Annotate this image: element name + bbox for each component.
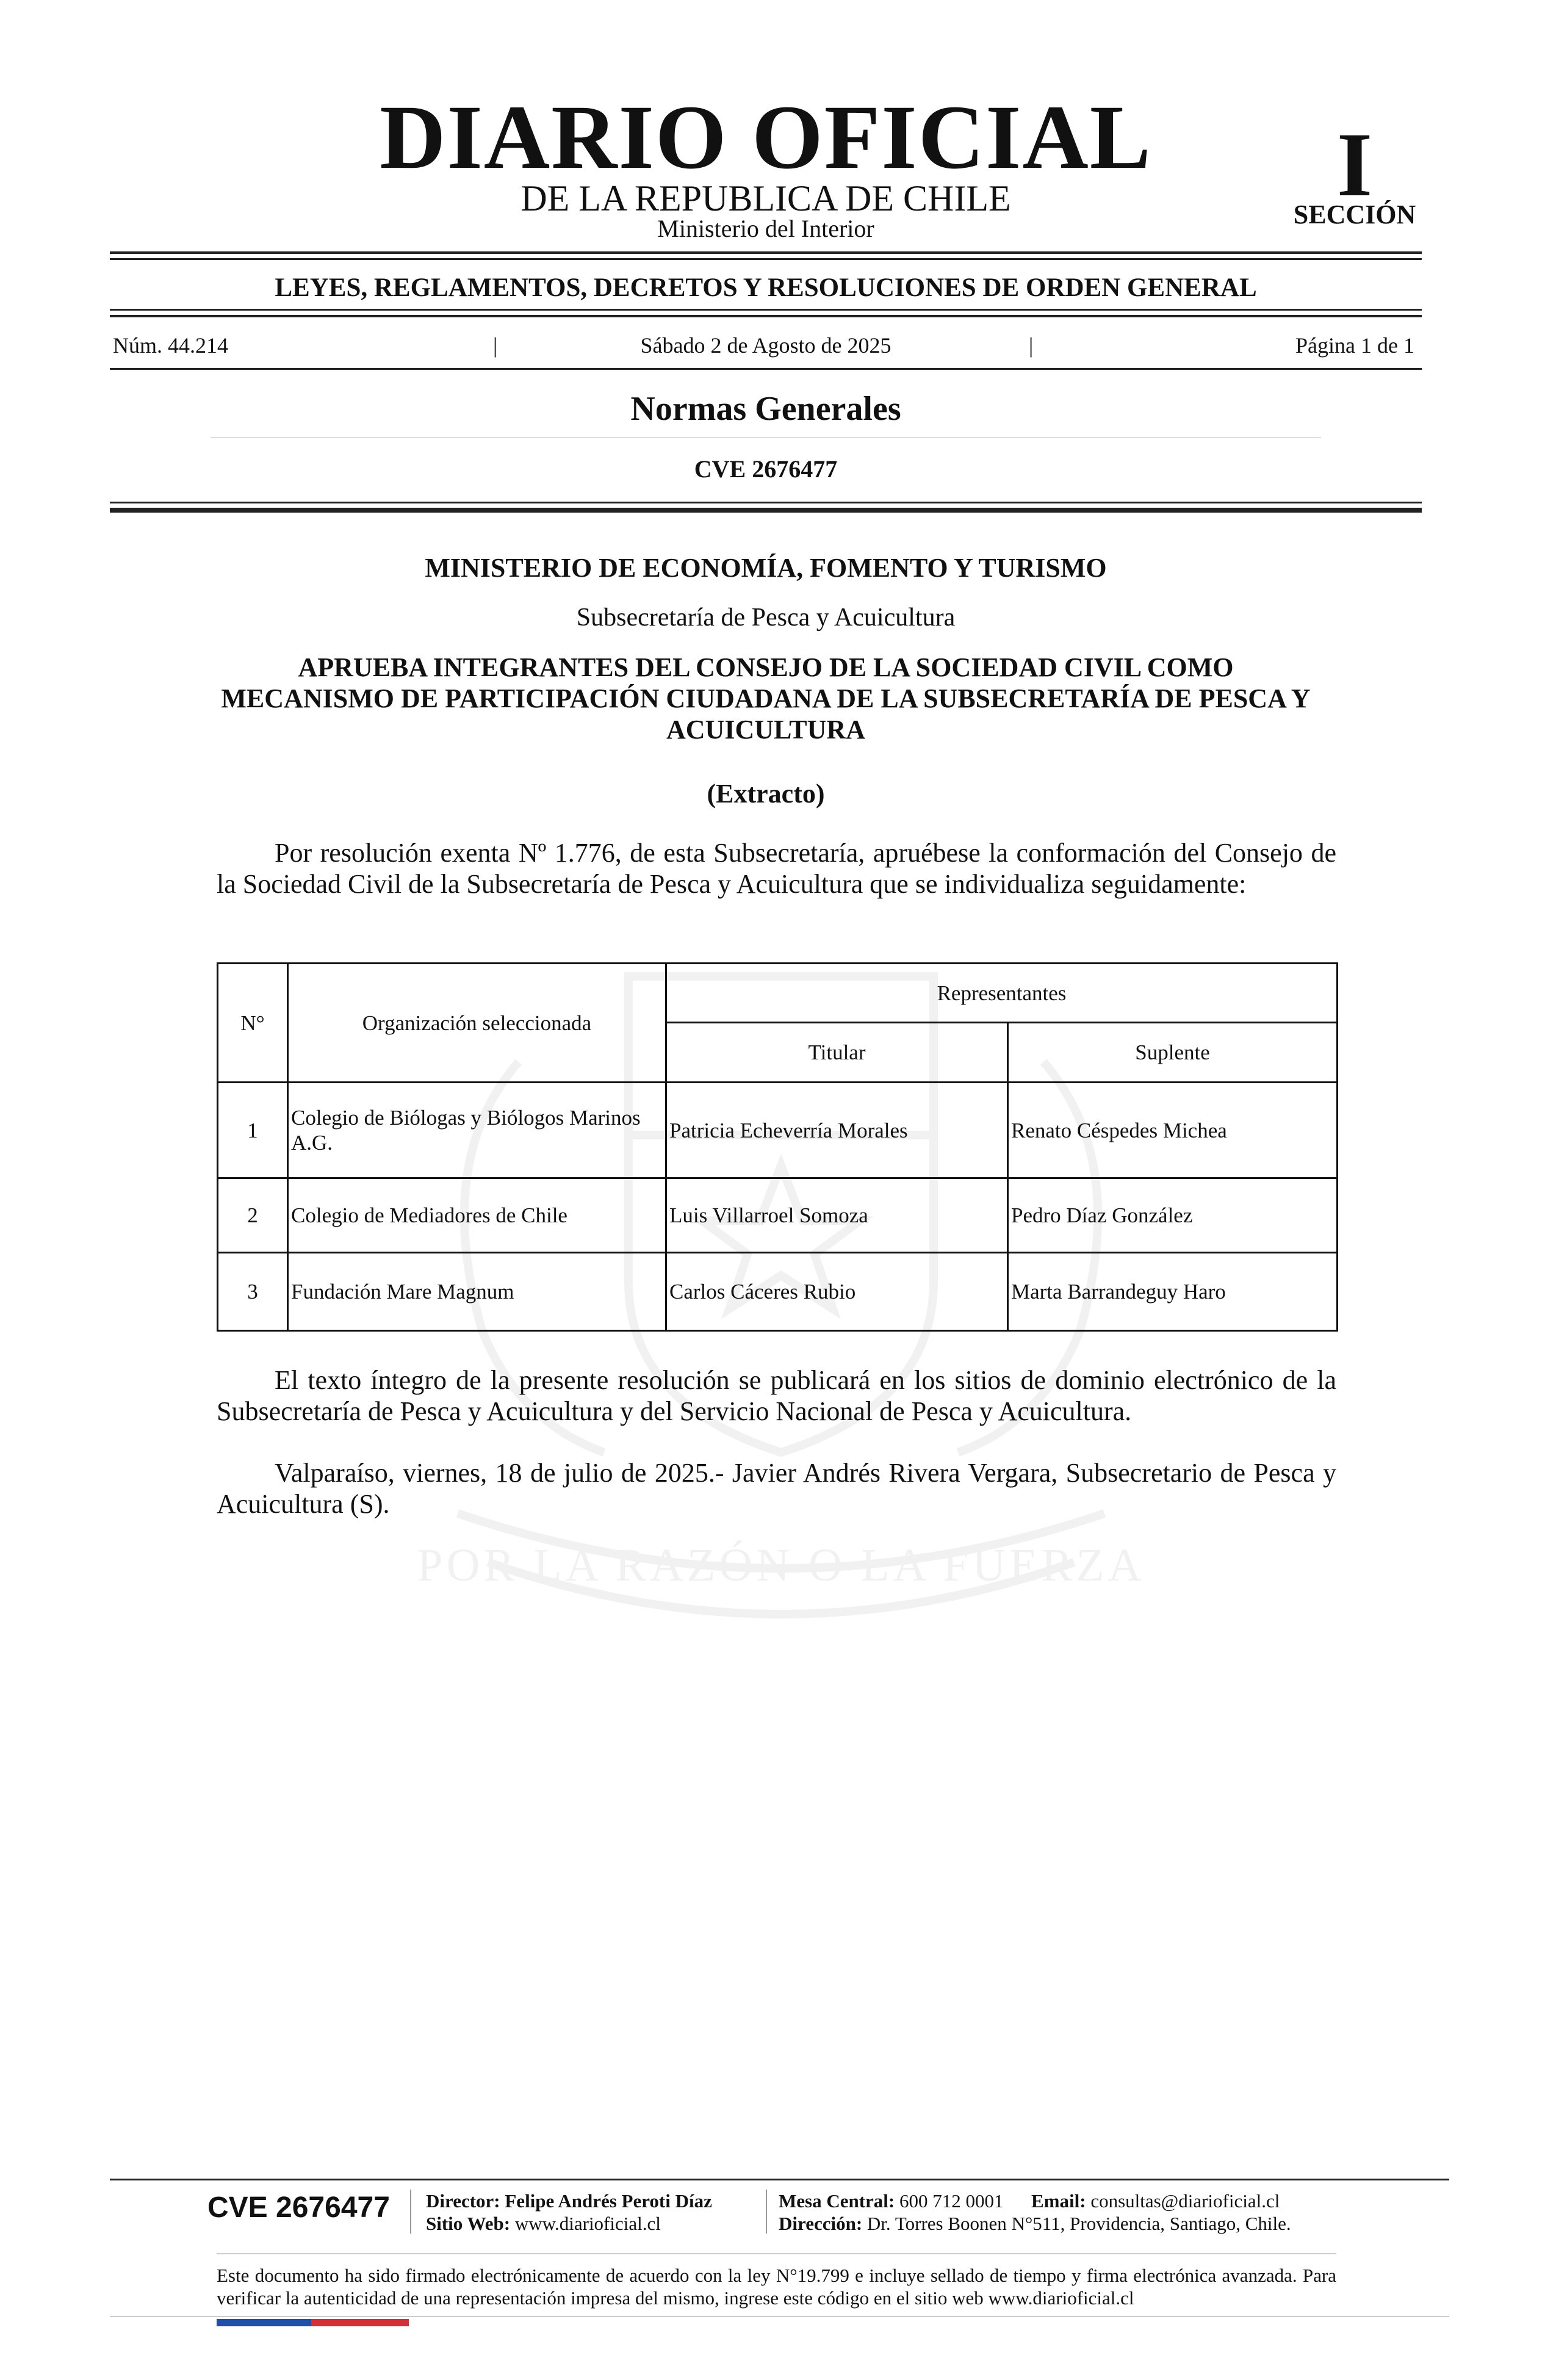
council-table xyxy=(217,962,1338,1332)
divider xyxy=(110,502,1422,503)
flag-stripe-red xyxy=(311,2319,409,2326)
section-number: I xyxy=(1336,114,1373,215)
footer-website xyxy=(426,2212,661,2235)
row-organization: Fundación Mare Magnum xyxy=(288,1253,666,1331)
row-suplente: Marta Barrandeguy Haro xyxy=(1008,1253,1338,1331)
footer-bottom-divider xyxy=(110,2316,1449,2317)
phone-number: 600 712 0001 xyxy=(899,2190,1004,2212)
masthead-title: DIARIO OFICIAL xyxy=(380,87,1152,188)
footer-divider xyxy=(110,2179,1449,2180)
section-label: SECCIÓN xyxy=(1293,200,1416,229)
address-text: Dr. Torres Boonen N°511, Providencia, Santiago, Chile. xyxy=(866,2213,1291,2234)
law-line: LEYES, REGLAMENTOS, DECRETOS Y RESOLUCIONES DE ORDEN GENERAL xyxy=(275,273,1257,302)
meta-separator: | xyxy=(493,333,498,358)
signature-paragraph: Valparaíso, viernes, 18 de julio de 2025.- Javier Andrés Rivera Vergara, Subsecretario de Pesca y Acuicultura (S). xyxy=(217,1458,1336,1519)
row-titular: Carlos Cáceres Rubio xyxy=(666,1253,1008,1331)
table-row xyxy=(218,1253,1338,1331)
row-suplente: Pedro Díaz González xyxy=(1008,1178,1338,1253)
watermark-motto: POR LA RAZÓN O LA FUERZA xyxy=(417,1540,1145,1591)
website-label: Sitio Web: xyxy=(426,2213,511,2234)
row-organization: Colegio de Mediadores de Chile xyxy=(288,1178,666,1253)
director-name: Felipe Andrés Peroti Díaz xyxy=(505,2190,712,2212)
footer-director xyxy=(426,2190,712,2212)
footer-thin-divider xyxy=(217,2253,1336,2254)
website-link[interactable]: www.diarioficial.cl xyxy=(514,2213,661,2234)
footer-notice: Este documento ha sido firmado electrónicamente de acuerdo con la ley N°19.799 e incluye sellado de tiempo y firma electrónica avanzada. Para verificar la autenticidad de una representación impresa del mismo, ingrese este código en el sitio web www.diarioficial.cl xyxy=(217,2265,1336,2309)
director-label: Director: xyxy=(426,2190,500,2212)
masthead-subtitle: DE LA REPUBLICA DE CHILE xyxy=(520,178,1011,218)
footer-separator xyxy=(766,2190,767,2234)
divider xyxy=(110,258,1422,260)
footer-separator xyxy=(410,2190,411,2234)
issue-date: Sábado 2 de Agosto de 2025 xyxy=(640,333,891,358)
header-number: N° xyxy=(218,964,288,1083)
footer-address xyxy=(779,2212,1291,2235)
subsecretaria-heading: Subsecretaría de Pesca y Acuicultura xyxy=(576,604,956,632)
masthead-ministry: Ministerio del Interior xyxy=(657,215,874,242)
publication-paragraph: El texto íntegro de la presente resolución se publicará en los sitios de dominio electrónico de la Subsecretaría de Pesca y Acuicultura y del Servicio Nacional de Pesca y Acuicultura. xyxy=(217,1365,1336,1426)
issue-number: Núm. 44.214 xyxy=(113,333,228,358)
header-representatives: Representantes xyxy=(666,964,1338,1023)
row-number: 1 xyxy=(218,1083,288,1178)
address-label: Dirección: xyxy=(779,2213,863,2234)
row-titular: Patricia Echeverría Morales xyxy=(666,1083,1008,1178)
resolution-title: APRUEBA INTEGRANTES DEL CONSEJO DE LA SOCIEDAD CIVIL COMO MECANISMO DE PARTICIPACIÓN CIUDADANA DE LA SUBSECRETARÍA DE PESCA Y ACUICULTURA xyxy=(221,652,1311,745)
row-suplente: Renato Céspedes Michea xyxy=(1008,1083,1338,1178)
meta-separator: | xyxy=(1029,333,1034,358)
divider xyxy=(110,508,1422,513)
phone-label: Mesa Central: xyxy=(779,2190,895,2212)
footer-contact xyxy=(779,2190,1280,2212)
divider xyxy=(110,309,1422,311)
ministry-heading: MINISTERIO DE ECONOMÍA, FOMENTO Y TURISMO xyxy=(425,553,1107,583)
header-organization: Organización seleccionada xyxy=(288,964,666,1083)
table-row xyxy=(218,1083,1338,1178)
divider xyxy=(110,368,1422,370)
row-number: 2 xyxy=(218,1178,288,1253)
email-link[interactable]: consultas@diarioficial.cl xyxy=(1090,2190,1280,2212)
category-title: Normas Generales xyxy=(630,390,901,428)
footer-cve: CVE 2676477 xyxy=(207,2191,390,2224)
header-suplente: Suplente xyxy=(1008,1023,1338,1083)
divider xyxy=(110,251,1422,254)
row-number: 3 xyxy=(218,1253,288,1331)
row-titular: Luis Villarroel Somoza xyxy=(666,1178,1008,1253)
thin-divider xyxy=(211,437,1321,438)
intro-paragraph: Por resolución exenta Nº 1.776, de esta Subsecretaría, apruébese la conformación del Consejo de la Sociedad Civil de la Subsecretaría de Pesca y Acuicultura que se individualiza seguidamente: xyxy=(217,838,1336,899)
table-row xyxy=(218,1178,1338,1253)
cve-code: CVE 2676477 xyxy=(694,455,838,483)
extract-label: (Extracto) xyxy=(707,779,825,809)
page-indicator: Página 1 de 1 xyxy=(1295,333,1414,358)
email-label: Email: xyxy=(1031,2190,1086,2212)
divider xyxy=(110,315,1422,317)
row-organization: Colegio de Biólogas y Biólogos Marinos A.G. xyxy=(288,1083,666,1178)
flag-stripe-blue xyxy=(217,2319,311,2326)
header-titular: Titular xyxy=(666,1023,1008,1083)
